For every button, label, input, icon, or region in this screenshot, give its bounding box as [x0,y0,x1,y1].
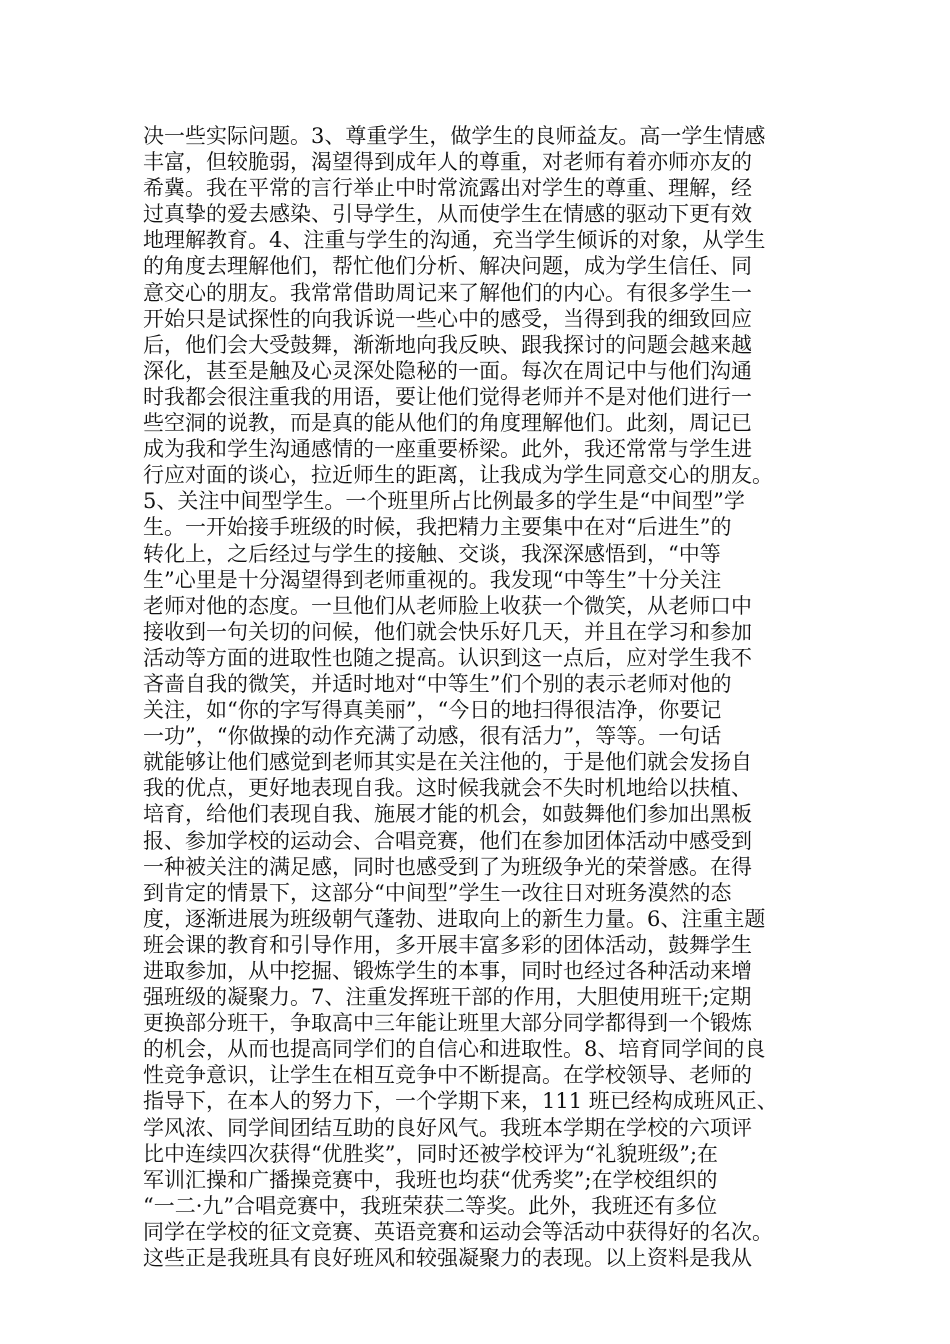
text-line: 深化，甚至是触及心灵深处隐秘的一面。每次在周记中与他们沟通 [143,358,752,383]
text-line: 强班级的凝聚力。7、注重发挥班干部的作用，大胆使用班干;定期 [143,985,752,1010]
text-line: 地理解教育。4、注重与学生的沟通，充当学生倾诉的对象，从学生 [143,228,766,253]
text-line: 同学在学校的征文竞赛、英语竞赛和运动会等活动中获得好的名次。 [143,1219,773,1244]
text-line: 时我都会很注重我的用语，要让他们觉得老师并不是对他们进行一 [143,384,752,409]
text-line: “一二·九”合唱竞赛中，我班荣获二等奖。此外，我班还有多位 [143,1193,718,1218]
text-line: 报、参加学校的运动会、合唱竞赛，他们在参加团体活动中感受到 [143,828,752,853]
text-line: 比中连续四次获得“优胜奖”，同时还被学校评为“礼貌班级”;在 [143,1141,719,1166]
text-line: 老师对他的态度。一旦他们从老师脸上收获一个微笑，从老师口中 [143,593,752,618]
text-line: 活动等方面的进取性也随之提高。认识到这一点后，应对学生我不 [143,645,752,670]
text-line: 这些正是我班具有良好班风和较强凝聚力的表现。以上资料是我从 [143,1246,752,1271]
text-line: 一种被关注的满足感，同时也感受到了为班级争光的荣誉感。在得 [143,854,752,879]
text-line: 到肯定的情景下，这部分“中间型”学生一改往日对班务漠然的态 [143,880,732,905]
text-line: 些空洞的说教，而是真的能从他们的角度理解他们。此刻，周记已 [143,411,752,436]
text-line: 更换部分班干，争取高中三年能让班里大部分同学都得到一个锻炼 [143,1011,752,1036]
text-line: 生。一开始接手班级的时候，我把精力主要集中在对“后进生”的 [143,515,732,540]
text-line: 5、关注中间型学生。一个班里所占比例最多的学生是“中间型”学 [143,489,745,514]
text-line: 关注，如“你的字写得真美丽”，“今日的地扫得很洁净，你要记 [143,698,722,723]
text-line: 吝啬自我的微笑，并适时地对“中等生”们个别的表示老师对他的 [143,671,732,696]
text-line: 后，他们会大受鼓舞，渐渐地向我反映、跟我探讨的问题会越来越 [143,332,752,357]
text-line: 度，逐渐进展为班级朝气蓬勃、进取向上的新生力量。6、注重主题 [143,906,766,931]
text-line: 班会课的教育和引导作用，多开展丰富多彩的团体活动，鼓舞学生 [143,932,752,957]
text-line: 开始只是试探性的向我诉说一些心中的感受，当得到我的细致回应 [143,306,752,331]
text-line: 的角度去理解他们，帮忙他们分析、解决问题，成为学生信任、同 [143,254,752,279]
text-line: 性竞争意识，让学生在相互竞争中不断提高。在学校领导、老师的 [143,1063,752,1088]
text-line: 培育，给他们表现自我、施展才能的机会，如鼓舞他们参加出黑板 [143,802,752,827]
text-line: 一功”，“你做操的动作充满了动感，很有活力”，等等。一句话 [143,724,722,749]
text-line: 过真挚的爱去感染、引导学生，从而使学生在情感的驱动下更有效 [143,202,752,227]
text-line: 学风浓、同学间团结互助的良好风气。我班本学期在学校的六项评 [143,1115,752,1140]
text-line: 生”心里是十分渴望得到老师重视的。我发现“中等生”十分关注 [143,567,722,592]
text-line: 转化上，之后经过与学生的接触、交谈，我深深感悟到，“中等 [143,541,721,566]
body-text [143,123,833,1271]
text-line: 决一些实际问题。3、尊重学生，做学生的良师益友。高一学生情感 [143,124,766,148]
text-line: 希冀。我在平常的言行举止中时常流露出对学生的尊重、理解，经 [143,176,752,201]
text-line: 我的优点，更好地表现自我。这时候我就会不失时机地给以扶植、 [143,776,752,801]
text-line: 意交心的朋友。我常常借助周记来了解他们的内心。有很多学生一 [143,280,752,305]
text-line: 的机会，从而也提高同学们的自信心和进取性。8、培育同学间的良 [143,1037,766,1062]
text-line: 进取参加，从中挖掘、锻炼学生的本事，同时也经过各种活动来增 [143,959,752,983]
text-line: 军训汇操和广播操竞赛中，我班也均获“优秀奖”;在学校组织的 [143,1167,718,1192]
text-line: 丰富，但较脆弱，渴望得到成年人的尊重，对老师有着亦师亦友的 [143,150,752,175]
text-line: 成为我和学生沟通感情的一座重要桥梁。此外，我还常常与学生进 [143,437,752,462]
text-line: 指导下，在本人的努力下，一个学期下来，111 班已经构成班风正、 [143,1089,778,1114]
text-line: 就能够让他们感觉到老师其实是在关注他的，于是他们就会发扬自 [143,750,752,775]
text-line: 行应对面的谈心，拉近师生的距离，让我成为学生同意交心的朋友。 [143,463,773,488]
text-line: 接收到一句关切的问候，他们就会快乐好几天，并且在学习和参加 [143,619,752,644]
